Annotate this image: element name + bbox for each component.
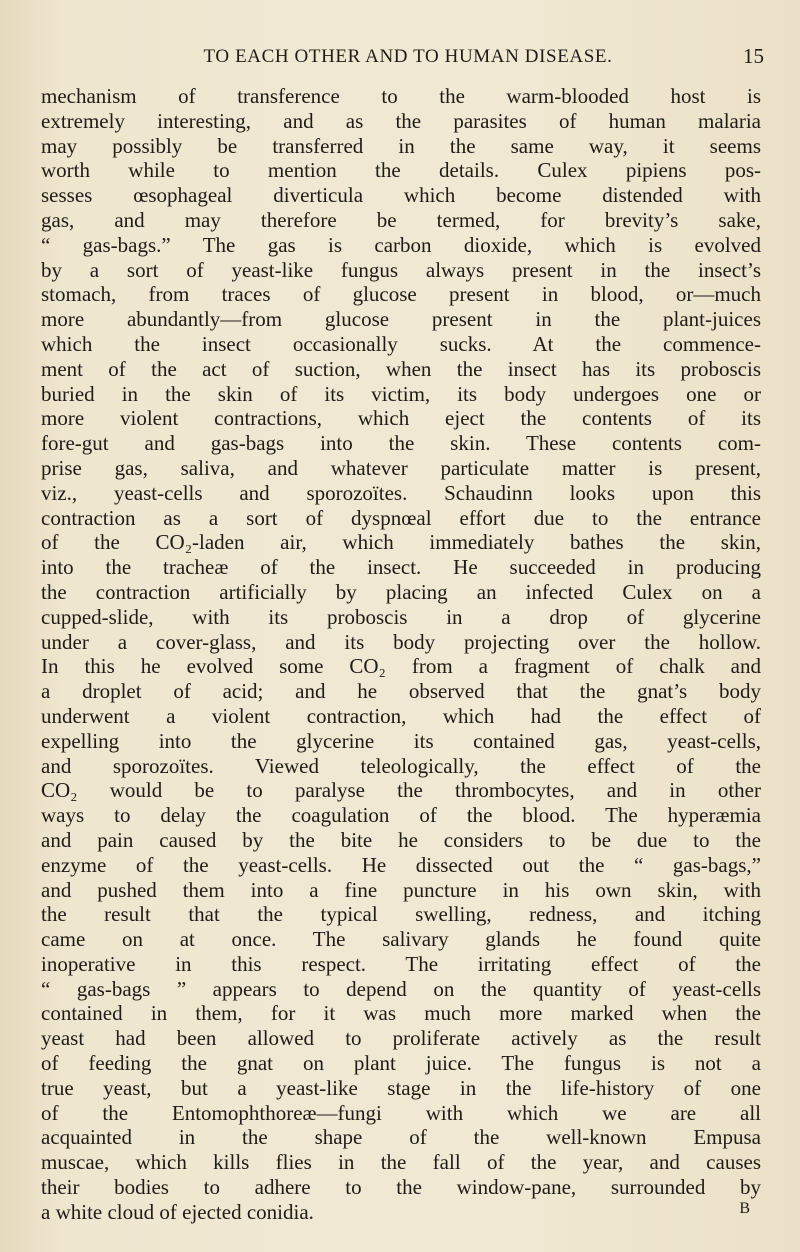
text-line: expelling into the glycerine its contained gas, yeast-cells, [41, 728, 761, 753]
text-line: yeast had been allowed to proliferate actively as the result [41, 1026, 761, 1051]
text-line: CO₂ would be to paralyse the thrombocytes, and in other [41, 778, 761, 803]
text-line: which the insect occasionally sucks. At the commence- [41, 331, 761, 356]
text-line: of the Entomophthoreæ—fungi with which we are all [41, 1100, 761, 1125]
text-line: underwent a violent contraction, which had the effect of [41, 703, 761, 728]
text-line: “ gas-bags.” The gas is carbon dioxide, which is evolved [41, 232, 761, 257]
text-line: and pain caused by the bite he considers to be due to the [41, 827, 761, 852]
text-line: and sporozoïtes. Viewed teleologically, the effect of the [41, 753, 761, 778]
text-line: ways to delay the coagulation of the blood. The hyperæmia [41, 803, 761, 828]
text-line: gas, and may therefore be termed, for brevity’s sake, [41, 207, 761, 232]
text-line: and pushed them into a fine puncture in his own skin, with [41, 877, 761, 902]
text-line: mechanism of transference to the warm-blooded host is [41, 84, 761, 108]
text-line: extremely interesting, and as the parasites of human malaria [41, 108, 761, 133]
text-line: under a cover-glass, and its body projecting over the hollow. [41, 629, 761, 654]
page-header [48, 46, 768, 74]
text-line: came on at once. The salivary glands he found quite [41, 927, 761, 952]
text-line: sesses œsophageal diverticula which become distended with [41, 183, 761, 208]
text-line: by a sort of yeast-like fungus always present in the insect’s [41, 257, 761, 282]
text-line: the contraction artificially by placing an infected Culex on a [41, 579, 761, 604]
text-line: contraction as a sort of dyspnœal effort due to the entrance [41, 505, 761, 530]
text-line: fore-gut and gas-bags into the skin. These contents com- [41, 431, 761, 456]
text-line: into the tracheæ of the insect. He succeeded in producing [41, 555, 761, 580]
text-line: a white cloud of ejected conidia. [41, 1199, 314, 1224]
text-line: contained in them, for it was much more marked when the [41, 1001, 761, 1026]
text-line: In this he evolved some CO₂ from a fragment of chalk and [41, 654, 761, 679]
text-line: cupped-slide, with its proboscis in a drop of glycerine [41, 604, 761, 629]
text-line: enzyme of the yeast-cells. He dissected out the “ gas-bags,” [41, 852, 761, 877]
text-line: ment of the act of suction, when the insect has its proboscis [41, 356, 761, 381]
text-line: a droplet of acid; and he observed that the gnat’s body [41, 679, 761, 704]
text-line: of the CO₂-laden air, which immediately bathes the skin, [41, 530, 761, 555]
text-line: inoperative in this respect. The irritating effect of the [41, 951, 761, 976]
text-line: prise gas, saliva, and whatever particulate matter is present, [41, 455, 761, 480]
text-line: worth while to mention the details. Culex pipiens pos- [41, 158, 761, 183]
text-line: viz., yeast-cells and sporozoïtes. Schaudinn looks upon this [41, 480, 761, 505]
text-line: buried in the skin of its victim, its body undergoes one or [41, 381, 761, 406]
text-line: muscae, which kills flies in the fall of the year, and causes [41, 1150, 761, 1175]
running-head: TO EACH OTHER AND TO HUMAN DISEASE. [203, 46, 613, 67]
text-line: more violent contractions, which eject the contents of its [41, 406, 761, 431]
text-line: stomach, from traces of glucose present in blood, or—much [41, 282, 761, 307]
page-number: 15 [743, 44, 764, 68]
text-line: true yeast, but a yeast-like stage in the life-history of one [41, 1075, 761, 1100]
text-line: more abundantly—from glucose present in the plant-juices [41, 307, 761, 332]
text-line: their bodies to adhere to the window-pane, surrounded by [41, 1175, 761, 1200]
body-paragraph [41, 84, 761, 1225]
text-line: acquainted in the shape of the well-known Empusa [41, 1125, 761, 1150]
text-line: “ gas-bags ” appears to depend on the quantity of yeast-cells [41, 976, 761, 1001]
text-line: of feeding the gnat on plant juice. The fungus is not a [41, 1051, 761, 1076]
text-line: the result that the typical swelling, redness, and itching [41, 902, 761, 927]
signature-mark: B [739, 1200, 750, 1217]
text-line: may possibly be transferred in the same way, it seems [41, 133, 761, 158]
